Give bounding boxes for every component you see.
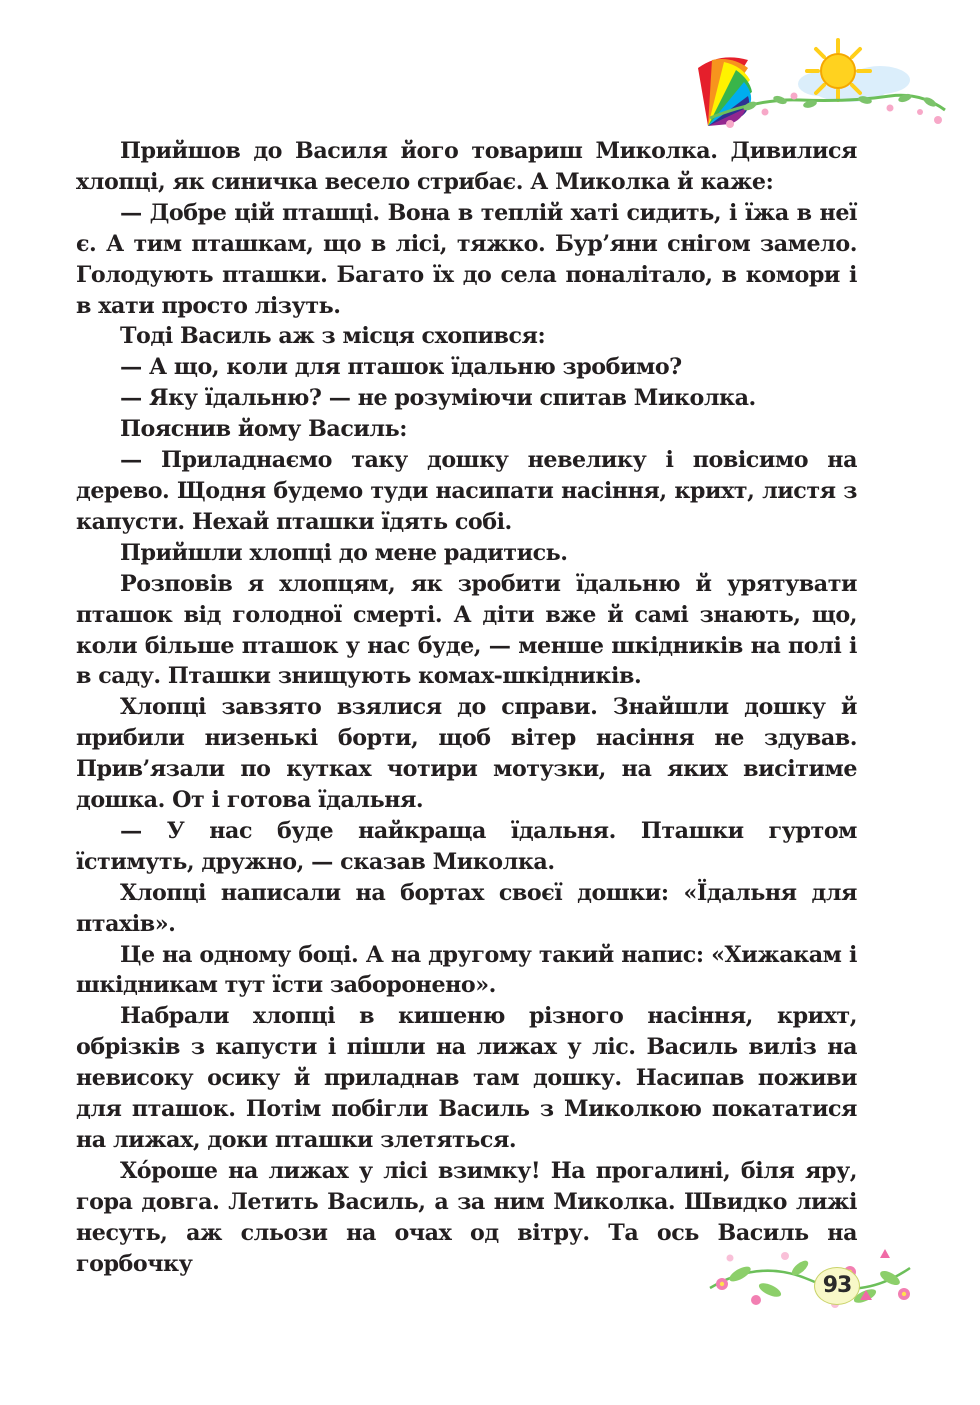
paragraph: — У нас буде найкраща їдальня. Пташки гуртом їстимуть, дружно, — сказав Миколка. — [76, 817, 857, 875]
paragraph: Прийшли хлопці до мене радитись. — [120, 539, 568, 566]
paragraph: Прийшов до Василя його товариш Миколка. Дивилися хлопці, як синичка весело стрибає. А Миколка й каже: — [76, 138, 857, 195]
paragraph: — Добре цій пташці. Вона в теплій хаті сидить, і їжа в неї є. А тим пташкам, що в лісі, тяжко. Бур’яни снігом замело. Голодують пташки. Багато їх до села поналітало, в комори і в хати просто лізуть. — [76, 199, 857, 319]
paragraph: Тоді Василь аж з місця схопився: — [120, 323, 546, 350]
paragraph: Хо́роше на лижах у лісі взимку! На прогалині, біля яру, гора довга. Летить Василь, а за ним Миколка. Швидко лижі несуть, аж сльози на очах од вітру. Та ось Василь на горбочку — [76, 1157, 857, 1277]
paragraph: — Приладнаємо таку дошку невелику і повісимо на дерево. Щодня будемо туди насипати насіння, крихт, листя з капусти. Нехай пташки їдять собі. — [76, 447, 857, 535]
paragraph: Хлопці написали на бортах своєї дошки: «Їдальня для птахів». — [76, 879, 857, 937]
rainbow-sun-garland-icon — [690, 38, 950, 138]
page-number: 93 — [814, 1267, 860, 1305]
paragraph: Пояснив йому Василь: — [120, 416, 407, 443]
paragraph: Набрали хлопці в кишеню різного насіння, крихт, обрізків з капусти і пішли на лижах у ліс. Василь виліз на невисоку осику й приладнав там дошку. Насипав поживи для пташок. Потім побігли Василь з Миколкою покататися на лижах, доки пташки злетяться. — [76, 1003, 857, 1153]
flower-garland-icon — [700, 1238, 920, 1318]
paragraph: Це на одному боці. А на другому такий напис: «Хижакам і шкідникам тут їсти заборонено». — [76, 941, 857, 999]
paragraph: — Яку їдальню? — не розуміючи спитав Миколка. — [120, 385, 756, 412]
paragraph: — А що, коли для пташок їдальню зробимо? — [120, 354, 682, 381]
paragraph: Хлопці завзято взялися до справи. Знайшли дошку й прибили низенькі борти, щоб вітер насіння не здував. Прив’язали по кутках чотири мотузки, на яких висітиме дошка. От і готова їдальня. — [76, 694, 857, 814]
paragraph: Розповів я хлопцям, як зробити їдальню й урятувати пташок від голодної смерті. А діти вже й самі знають, що, коли більше пташок у нас буде, — менше шкідників на полі і в саду. Пташки знищують комах-шкідників. — [76, 570, 857, 690]
story-text — [76, 136, 857, 1280]
